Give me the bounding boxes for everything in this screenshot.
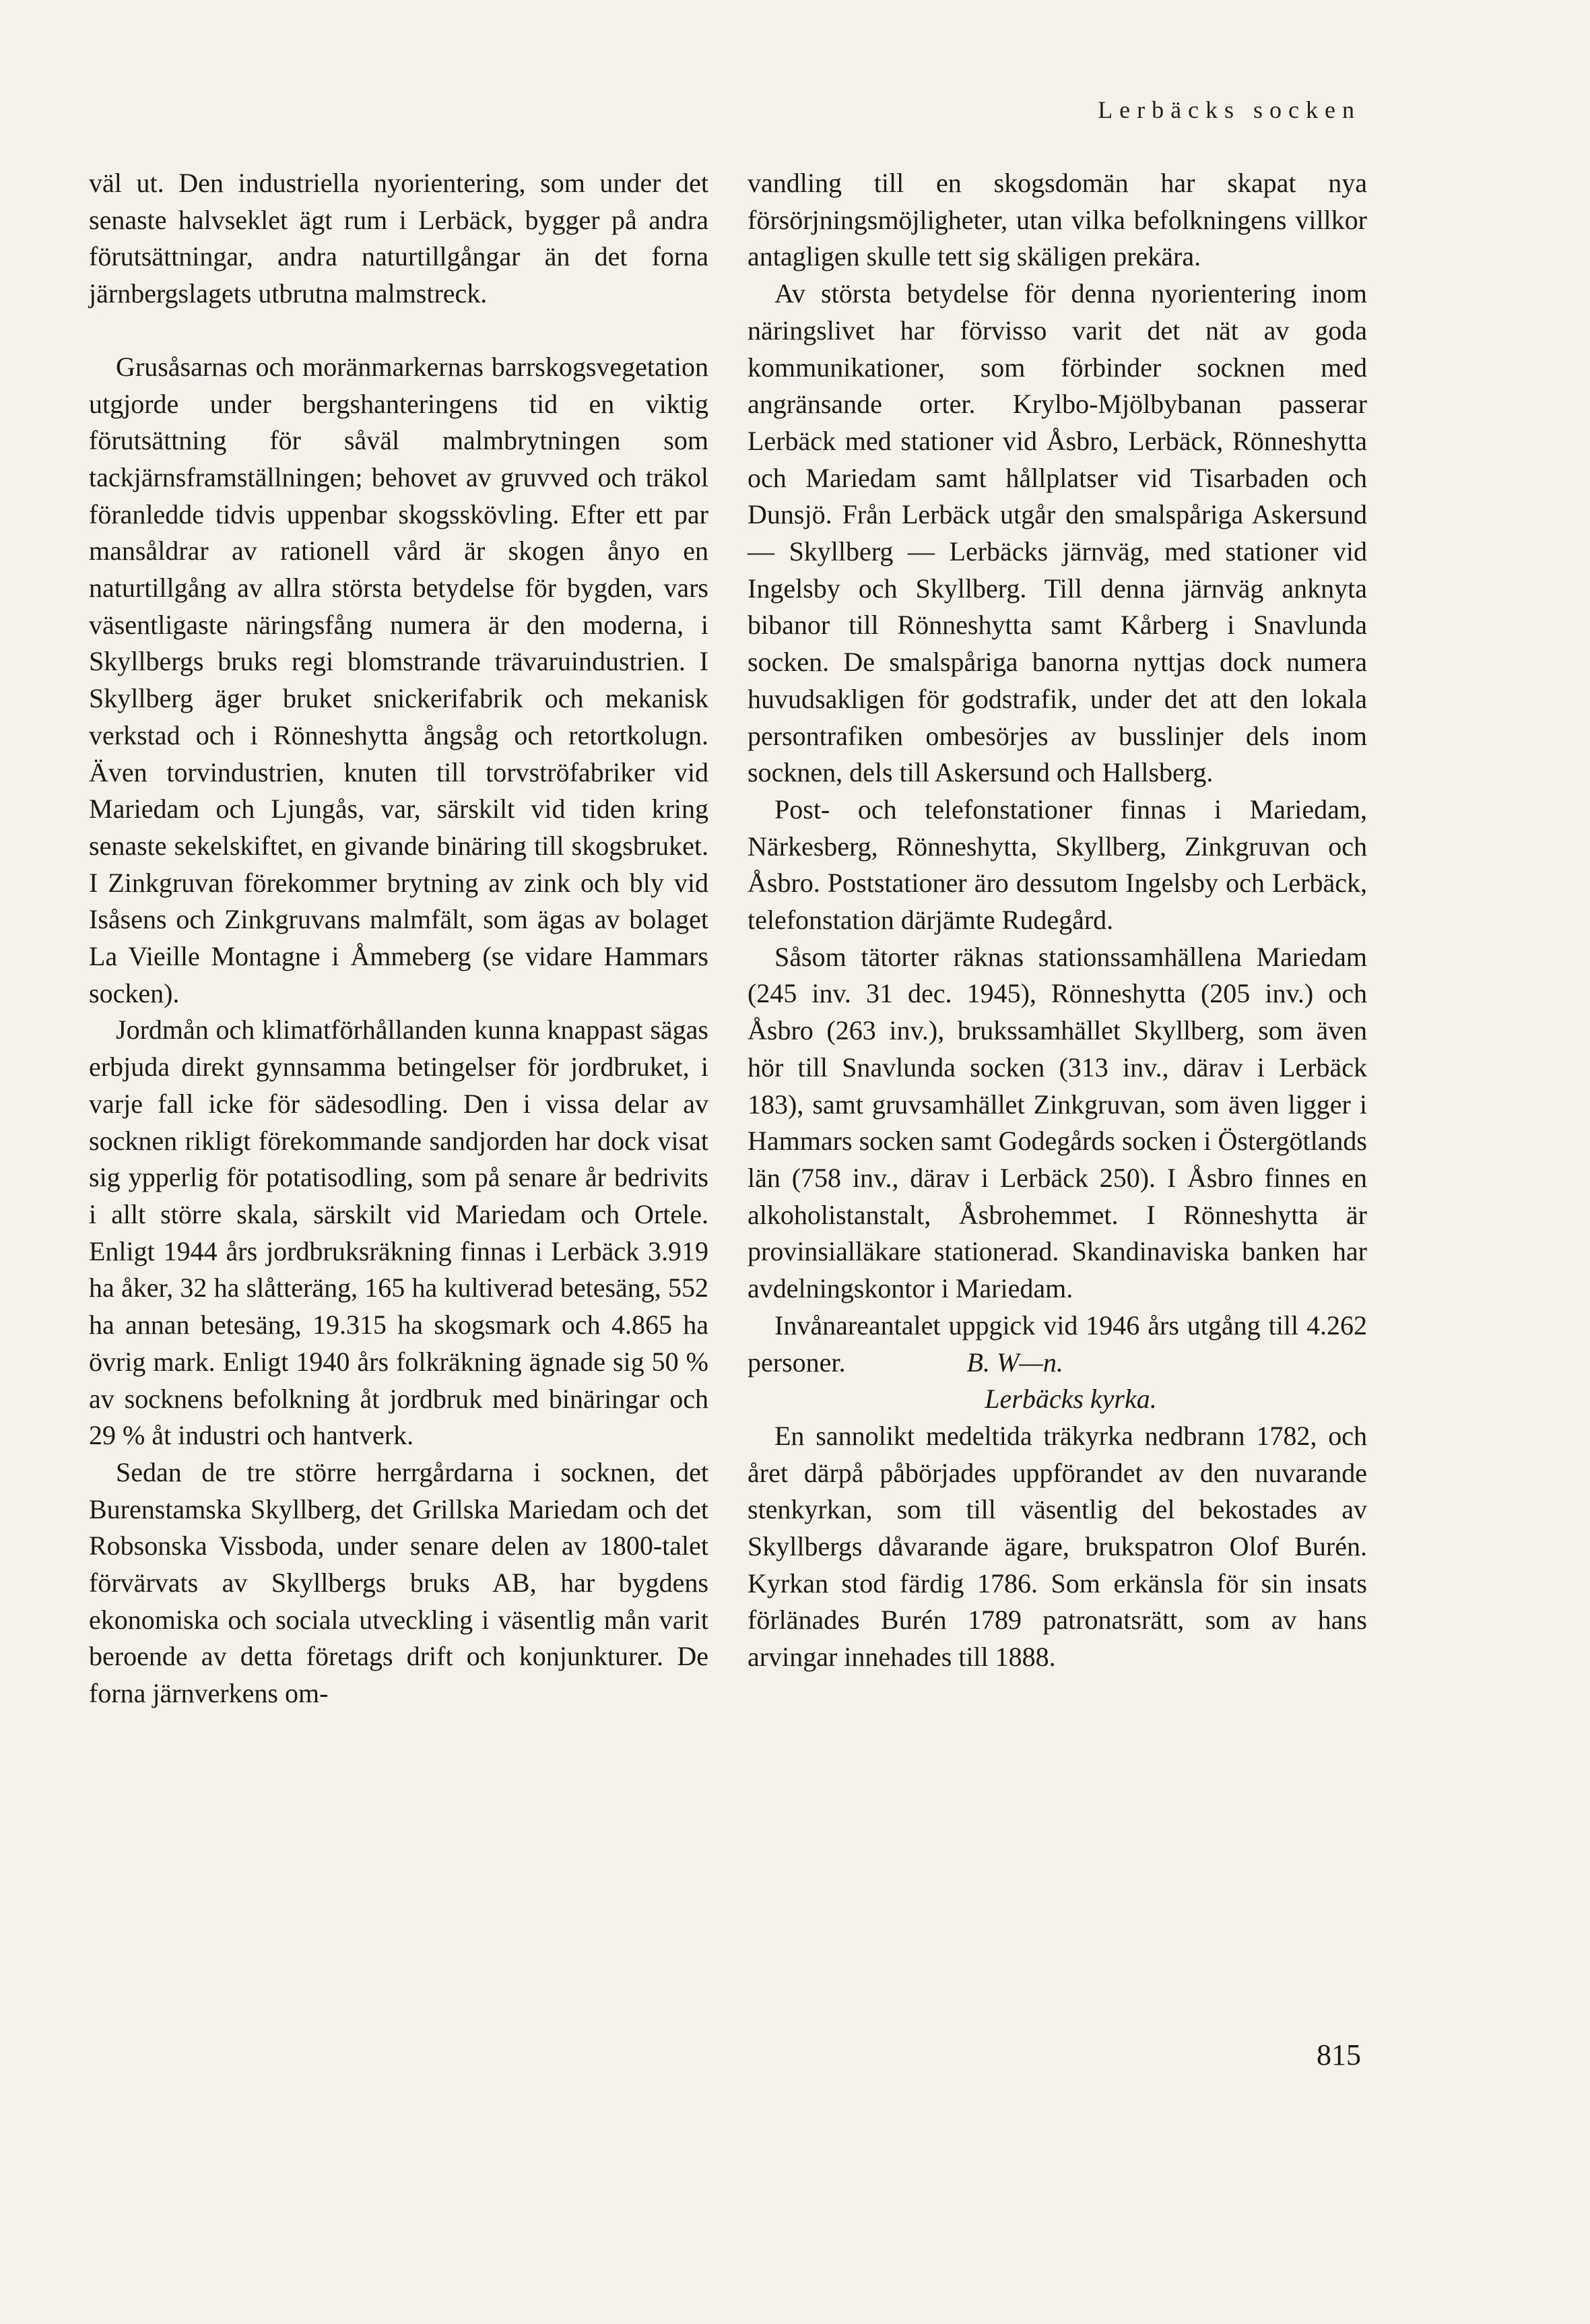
left-paragraph-3: Jordmån och klimatförhållanden kunna knappast sägas erbjuda direkt gynnsamma betingelser för jordbruket, i varje fall icke för sädesodling. Den i vissa delar av socknen rikligt förekommande sandjorden har dock visat sig ypperlig för potatisodling, som på senare år bedrivits i allt större skala, särskilt vid Mariedam och Ortele. Enligt 1944 års jordbruksräkning finnas i Lerbäck 3.919 ha åker, 32 ha slåtteräng, 165 ha kultiverad betesäng, 552 ha annan betesäng, 19.315 ha skogsmark och 4.865 ha övrig mark. Enligt 1940 års folkräkning ägnade sig 50 % av socknens befolkning åt jordbruk med binäringar och 29 % åt industri och hantverk. (89, 1014, 708, 1451)
right-paragraph-2: Av största betydelse för denna nyorientering inom näringslivet har förvisso varit det nät av goda kommunikationer, som förbinder socknen med angränsande orter. Krylbo-Mjölbybanan passerar Lerbäck med stationer vid Åsbro, Lerbäck, Rönneshytta och Mariedam samt hållplatser vid Tisarbaden och Dunsjö. Från Lerbäck utgår den smalspåriga Askersund — Skyllberg — Lerbäcks järnväg, med stationer vid Ingelsby och Skyllberg. Till denna järnväg anknyta bibanor till Rönneshytta samt Kårberg i Snavlunda socken. De smalspåriga banorna nyttjas dock numera huvudsakligen för godstrafik, under det att den lokala persontrafiken ombesörjes av busslinjer dels inom socknen, dels till Askersund och Hallsberg. (748, 278, 1367, 788)
left-paragraph-4: Sedan de tre större herrgårdarna i socknen, det Burenstamska Skyllberg, det Grillska Mariedam och det Robsonska Vissboda, under senare delen av 1800-talet förvärvats av Skyllbergs bruks AB, har bygdens ekonomiska och sociala utveckling i väsentlig mån varit beroende av detta företags drift och konjunkturer. De forna järnverkens om- (89, 1456, 708, 1709)
left-paragraph-1: väl ut. Den industriella nyorientering, som under det senaste halvseklet ägt rum i Lerbäck, bygger på andra förutsättningar, andra naturtillgångar än det forna järnbergslagets utbrutna malmstreck. (89, 168, 708, 309)
right-paragraph-4: Såsom tätorter räknas stationssamhällena Mariedam (245 inv. 31 dec. 1945), Rönneshytta (205 inv.) och Åsbro (263 inv.), brukssamhället Skyllberg, som även hör till Snavlunda socken (313 inv., därav i Lerbäck 183), samt gruvsamhället Zinkgruvan, som även ligger i Hammars socken samt Godegårds socken i Östergötlands län (758 inv., därav i Lerbäck 250). I Åsbro finnes en alkoholistanstalt, Åsbrohemmet. I Rönneshytta är provinsialläkare stationerad. Skandinaviska banken har avdelningskontor i Mariedam. (748, 941, 1367, 1304)
right-paragraph-5 (748, 1308, 1367, 1381)
right-column (748, 165, 1367, 1676)
right-paragraph-3: Post- och telefonstationer finnas i Mariedam, Närkesberg, Rönneshytta, Skyllberg, Zinkgruvan och Åsbro. Poststationer äro dessutom Ingelsby och Lerbäck, telefonstation därjämte Rudegård. (748, 794, 1367, 936)
page-number: 815 (1317, 2038, 1361, 2071)
section-title: Lerbäcks kyrka. (985, 1384, 1157, 1415)
left-column (89, 165, 708, 1712)
right-paragraph-1: vandling till en skogsdomän har skapat nya försörjningsmöjligheter, utan vilka befolkningens villkor antagligen skulle tett sig skäligen prekära. (748, 168, 1367, 272)
right-paragraph-6: En sannolikt medeltida träkyrka nedbrann 1782, och året därpå påbörjades uppförandet av den nuvarande stenkyrkan, som till väsentlig del bekostades av Skyllbergs dåvarande ägare, brukspatron Olof Burén. Kyrkan stod färdig 1786. Som erkänsla för sin insats förlänades Burén 1789 patronatsrätt, som av hans arvingar innehades till 1888. (748, 1420, 1367, 1673)
population-text: Invånareantalet uppgick vid 1946 års utgång till 4.262 personer. (748, 1310, 1367, 1378)
running-head: Lerbäcks socken (1098, 96, 1361, 123)
author-signature: B. W—n. (966, 1347, 1063, 1378)
left-paragraph-2: Grusåsarnas och moränmarkernas barrskogsvegetation utgjorde under bergshanteringens tid en viktig förutsättning för såväl malmbrytningen som tackjärnsframställningen; behovet av gruvved och träkol föranledde tidvis uppenbar skogsskövling. Efter ett par mansåldrar av rationell vård är skogen ånyo en naturtillgång av allra största betydelse för bygden, vars väsentligaste näringsfång numera är den moderna, i Skyllbergs bruks regi blomstrande trävaruindustrien. I Skyllberg äger bruket snickerifabrik och mekanisk verkstad och i Rönneshytta ångsåg och retortkolugn. Även torvindustrien, knuten till torvströfabriker vid Mariedam och Ljungås, var, särskilt vid tiden kring senaste sekelskiftet, en givande binäring till skogsbruket. I Zinkgruvan förekommer brytning av zink och bly vid Isåsens och Zinkgruvans malmfält, som ägas av bolaget La Vieille Montagne i Åmmeberg (se vidare Hammars socken). (89, 351, 708, 1008)
